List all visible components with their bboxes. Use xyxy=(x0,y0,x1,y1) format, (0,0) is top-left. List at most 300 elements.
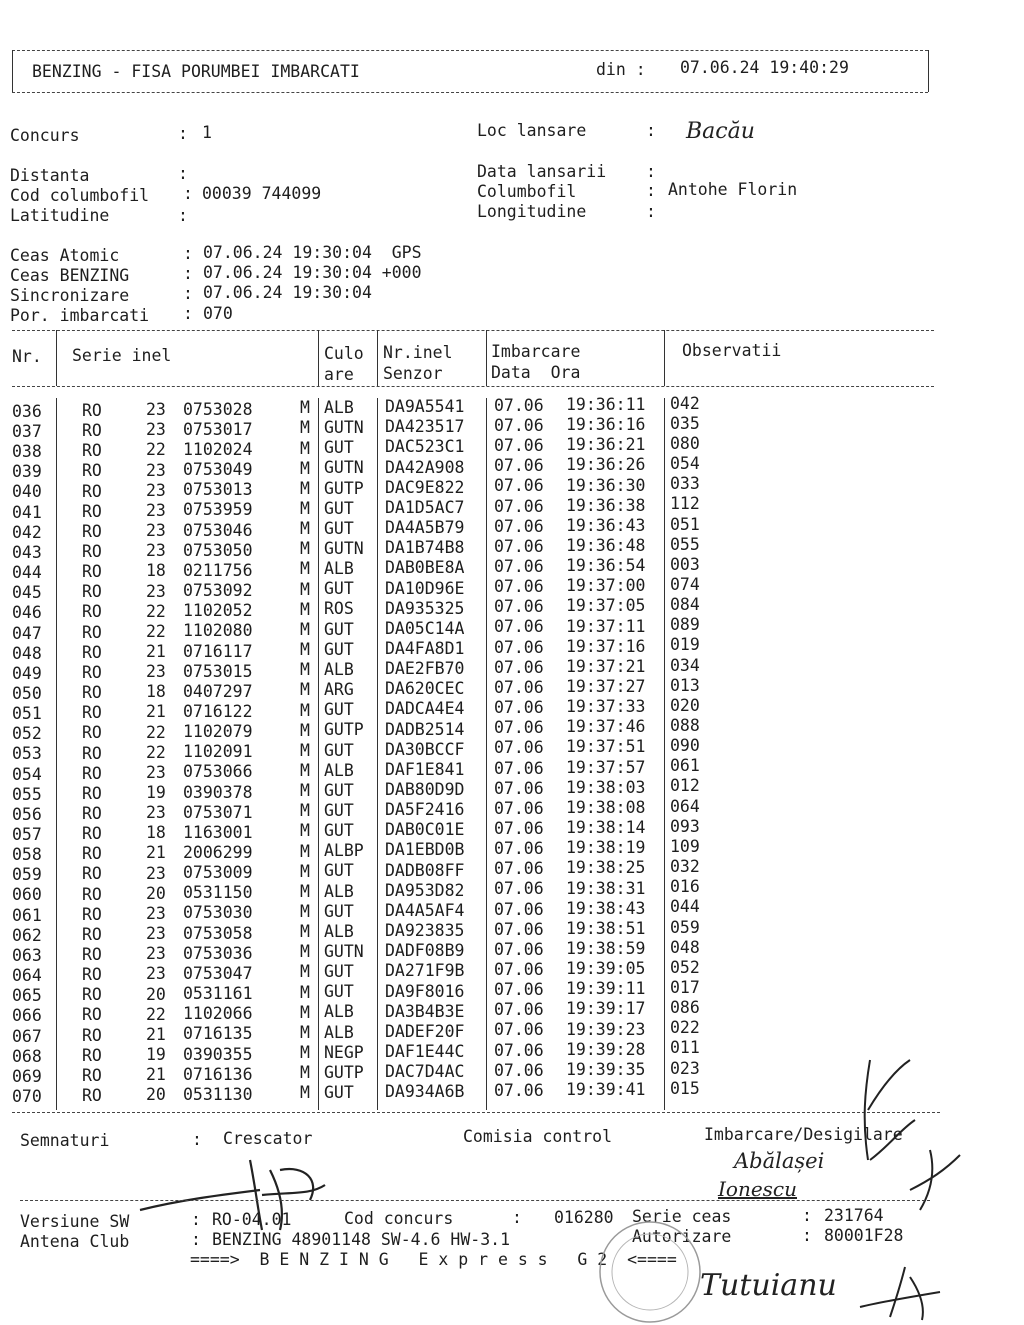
row-sensor: DA10D96E xyxy=(385,578,465,598)
row-time: 19:37:57 xyxy=(566,757,646,777)
row-sex: M xyxy=(300,640,310,660)
row-year: 23 xyxy=(146,662,166,682)
header-din-label: din : xyxy=(596,60,646,79)
row-date: 07.06 xyxy=(494,456,544,476)
row-sex: M xyxy=(300,881,310,901)
serie-ceas-value: 231764 xyxy=(824,1206,884,1225)
row-country: RO xyxy=(82,501,102,521)
row-observation: 109 xyxy=(670,836,700,856)
row-sensor: DAF1E841 xyxy=(385,759,465,779)
row-sensor: DA935325 xyxy=(385,598,465,618)
row-observation: 032 xyxy=(670,857,700,877)
row-time: 19:36:54 xyxy=(566,556,646,576)
table-row xyxy=(0,776,960,805)
row-nr: 036 xyxy=(12,401,42,421)
columbofil-value: Antohe Florin xyxy=(668,180,798,199)
row-ring: 0753047 xyxy=(183,963,253,983)
row-year: 23 xyxy=(146,903,166,923)
row-observation: 033 xyxy=(670,474,700,494)
row-date: 07.06 xyxy=(494,415,544,435)
row-sex: M xyxy=(300,700,310,720)
row-sensor: DA42A908 xyxy=(385,457,465,477)
row-year: 23 xyxy=(146,480,166,500)
row-country: RO xyxy=(82,521,102,541)
table-row xyxy=(0,494,960,523)
row-time: 19:39:28 xyxy=(566,1039,646,1059)
row-date: 07.06 xyxy=(494,516,544,536)
row-ring: 1102066 xyxy=(183,1004,253,1024)
row-country: RO xyxy=(82,904,102,924)
table-row xyxy=(0,816,960,845)
document-title: BENZING - FISA PORUMBEI IMBARCATI xyxy=(32,62,360,81)
table-row xyxy=(0,514,960,543)
row-date: 07.06 xyxy=(494,496,544,516)
row-observation: 064 xyxy=(670,796,700,816)
por-imbarcati-label: Por. imbarcati xyxy=(10,306,150,325)
row-color: GUT xyxy=(324,901,354,921)
row-color: GUT xyxy=(324,780,354,800)
row-country: RO xyxy=(82,1005,102,1025)
row-observation: 020 xyxy=(670,695,700,715)
row-sensor: DA1B74B8 xyxy=(385,538,465,558)
loc-lansare-colon: : xyxy=(646,121,656,140)
row-ring: 0753058 xyxy=(183,923,253,943)
row-sex: M xyxy=(300,418,310,438)
table-row xyxy=(0,716,960,744)
row-ring: 0531130 xyxy=(183,1084,253,1104)
row-nr: 039 xyxy=(12,462,42,482)
col-sep-culo xyxy=(318,330,319,386)
row-color: ALB xyxy=(324,1002,354,1022)
row-sensor: DA923835 xyxy=(385,921,465,941)
handwritten-name-1: Abălașei xyxy=(734,1149,825,1173)
row-year: 23 xyxy=(146,521,166,541)
row-time: 19:38:25 xyxy=(566,858,646,878)
row-ring: 0753013 xyxy=(183,480,253,500)
versiune-sw-label: Versiune SW xyxy=(20,1212,130,1231)
row-date: 07.06 xyxy=(494,1060,544,1080)
row-country: RO xyxy=(82,965,102,985)
row-date: 07.06 xyxy=(494,698,544,718)
row-ring: 0390355 xyxy=(183,1044,253,1064)
serie-ceas-colon: : xyxy=(802,1206,812,1225)
crescator-label: Crescator xyxy=(223,1129,313,1148)
row-date: 07.06 xyxy=(494,1040,544,1060)
row-color: NEGP xyxy=(324,1042,364,1062)
loc-lansare-label: Loc lansare xyxy=(477,121,587,140)
ceas-benzing-value: 07.06.24 19:30:04 +000 xyxy=(203,263,422,282)
table-row xyxy=(0,554,960,583)
row-date: 07.06 xyxy=(494,476,544,496)
row-time: 19:37:21 xyxy=(566,656,646,676)
imbarcare-desigilare-label: Imbarcare/Desigilare xyxy=(704,1125,903,1144)
row-observation: 016 xyxy=(670,877,700,897)
table-row xyxy=(0,695,960,724)
row-date: 07.06 xyxy=(494,758,544,778)
row-observation: 084 xyxy=(670,595,700,615)
row-nr: 065 xyxy=(12,986,42,1006)
row-nr: 047 xyxy=(12,623,42,643)
row-observation: 055 xyxy=(670,534,700,554)
bottom-signature: Tutuianu xyxy=(700,1268,837,1303)
row-sex: M xyxy=(300,781,310,801)
row-color: ALBP xyxy=(324,841,364,861)
table-row xyxy=(0,998,960,1027)
row-nr: 046 xyxy=(12,603,42,623)
row-sex: M xyxy=(300,579,310,599)
concurs-colon: : xyxy=(178,124,188,143)
row-nr: 059 xyxy=(12,865,42,885)
row-color: GUT xyxy=(324,619,354,639)
row-sensor: DA4A5B79 xyxy=(385,518,465,538)
row-sex: M xyxy=(300,841,310,861)
row-sex: M xyxy=(300,680,310,700)
row-time: 19:38:03 xyxy=(566,777,646,797)
row-sensor: DA5F2416 xyxy=(385,800,465,820)
row-year: 21 xyxy=(146,641,166,661)
row-sex: M xyxy=(300,438,310,458)
distanta-colon: : xyxy=(178,164,188,183)
row-color: GUTP xyxy=(324,1062,364,1082)
row-ring: 0753071 xyxy=(183,802,253,822)
row-ring: 0716135 xyxy=(183,1024,253,1044)
row-time: 19:36:26 xyxy=(566,455,646,475)
row-sex: M xyxy=(300,760,310,780)
row-sensor: DAB0C01E xyxy=(385,820,465,840)
concurs-label: Concurs xyxy=(10,126,80,145)
row-sensor: DA9F8016 xyxy=(385,981,465,1001)
row-observation: 023 xyxy=(670,1058,700,1078)
row-color: ALB xyxy=(324,760,354,780)
row-country: RO xyxy=(82,542,102,562)
row-time: 19:36:16 xyxy=(566,415,646,435)
row-observation: 019 xyxy=(670,635,700,655)
row-date: 07.06 xyxy=(494,1080,544,1100)
row-color: GUT xyxy=(324,800,354,820)
row-country: RO xyxy=(82,562,102,582)
row-color: GUT xyxy=(324,962,354,982)
table-row xyxy=(0,736,960,765)
row-sensor: DADEF20F xyxy=(385,1021,465,1041)
row-color: ALB xyxy=(324,397,354,417)
row-observation: 042 xyxy=(670,393,700,413)
col-sep-inel xyxy=(377,330,378,386)
row-time: 19:38:14 xyxy=(566,818,646,838)
table-row xyxy=(0,675,960,704)
handwritten-name-2: Ionescu xyxy=(718,1177,798,1201)
row-year: 18 xyxy=(146,682,166,702)
row-color: GUTN xyxy=(324,539,364,558)
row-year: 23 xyxy=(146,400,166,420)
antena-club-label: Antena Club xyxy=(20,1232,130,1251)
row-time: 19:37:33 xyxy=(566,697,646,717)
row-observation: 012 xyxy=(670,776,700,796)
row-observation: 112 xyxy=(670,494,700,514)
por-imbarcati-value: 070 xyxy=(203,304,233,323)
row-ring: 0753030 xyxy=(183,903,253,923)
col-header-nr-inel-1: Nr.inel xyxy=(383,343,453,362)
row-date: 07.06 xyxy=(494,839,544,859)
table-row xyxy=(0,937,960,966)
row-observation: 035 xyxy=(670,413,700,433)
distanta-label: Distanta xyxy=(10,166,90,185)
por-imbarcati-colon: : xyxy=(183,304,193,323)
row-observation: 003 xyxy=(670,554,700,574)
row-nr: 062 xyxy=(12,925,42,945)
row-time: 19:37:00 xyxy=(566,576,646,596)
row-date: 07.06 xyxy=(494,939,544,959)
row-sensor: DAB0BE8A xyxy=(385,558,465,578)
cod-concurs-colon: : xyxy=(512,1208,522,1227)
cod-columbofil-colon: : xyxy=(183,184,193,203)
row-time: 19:39:17 xyxy=(566,999,646,1019)
row-time: 19:38:19 xyxy=(566,838,646,858)
loc-lansare-handwritten: Bacău xyxy=(686,119,755,144)
row-ring: 1102080 xyxy=(183,621,253,641)
col-header-observatii: Observatii xyxy=(682,341,782,360)
row-sex: M xyxy=(300,1063,310,1083)
row-sex: M xyxy=(300,539,310,559)
columbofil-label: Columbofil xyxy=(477,182,577,201)
row-time: 19:39:23 xyxy=(566,1019,646,1039)
longitudine-label: Longitudine xyxy=(477,202,587,221)
row-observation: 048 xyxy=(670,937,700,957)
row-sensor: DAE2FB70 xyxy=(385,659,465,679)
row-year: 21 xyxy=(146,1024,166,1044)
row-country: RO xyxy=(82,945,102,965)
row-sensor: DADB08FF xyxy=(385,860,465,880)
row-country: RO xyxy=(82,864,102,884)
row-ring: 0753017 xyxy=(183,419,253,439)
header-top-border xyxy=(12,50,928,51)
row-color: GUT xyxy=(324,740,354,760)
table-row xyxy=(0,454,960,482)
row-color: GUT xyxy=(324,639,354,659)
table-row xyxy=(0,595,960,624)
table-row xyxy=(0,877,960,906)
row-year: 23 xyxy=(146,863,166,883)
row-color: ALB xyxy=(324,659,354,679)
autorizare-value: 80001F28 xyxy=(824,1226,904,1245)
cod-columbofil-value: 00039 744099 xyxy=(202,184,322,203)
row-sex: M xyxy=(300,1022,310,1042)
row-country: RO xyxy=(82,703,102,723)
row-sensor: DA4FA8D1 xyxy=(385,638,465,658)
row-sex: M xyxy=(300,1002,310,1022)
row-sex: M xyxy=(300,821,310,841)
table-row xyxy=(0,474,960,503)
row-sensor: DADF08B9 xyxy=(385,941,465,961)
row-time: 19:37:46 xyxy=(566,717,646,737)
header-left-border xyxy=(12,50,13,92)
row-ring: 0753959 xyxy=(183,500,253,520)
row-time: 19:39:11 xyxy=(566,979,646,999)
row-sensor: DA1D5AC7 xyxy=(385,497,465,517)
table-row xyxy=(0,857,960,885)
comisia-control-label: Comisia control xyxy=(463,1127,613,1146)
row-sex: M xyxy=(300,922,310,942)
row-country: RO xyxy=(82,421,102,441)
table-row xyxy=(0,756,960,785)
table-row xyxy=(0,635,960,664)
row-sensor: DA4A5AF4 xyxy=(385,900,465,920)
row-color: GUT xyxy=(324,438,354,458)
row-nr: 066 xyxy=(12,1006,42,1026)
row-sensor: DAB80D9D xyxy=(385,780,465,800)
row-year: 23 xyxy=(146,460,166,480)
row-year: 23 xyxy=(146,944,166,964)
row-sensor: DA3B4B3E xyxy=(385,1001,465,1021)
row-date: 07.06 xyxy=(494,960,544,980)
row-date: 07.06 xyxy=(494,436,544,456)
row-color: GUT xyxy=(324,861,354,881)
ceas-benzing-label: Ceas BENZING xyxy=(10,266,130,285)
row-color: GUT xyxy=(324,518,354,538)
table-row xyxy=(0,655,960,684)
table-row xyxy=(0,977,960,1006)
autorizare-label: Autorizare xyxy=(632,1227,732,1246)
row-nr: 069 xyxy=(12,1066,42,1086)
row-nr: 060 xyxy=(12,885,42,905)
col-header-imbarcare-1: Imbarcare xyxy=(491,342,581,361)
row-observation: 086 xyxy=(670,998,700,1018)
col-header-imbarcare-2: Data Ora xyxy=(491,363,581,382)
row-nr: 050 xyxy=(12,683,42,703)
row-date: 07.06 xyxy=(494,778,544,798)
autorizare-colon: : xyxy=(802,1226,812,1245)
row-ring: 0753009 xyxy=(183,863,253,883)
latitudine-label: Latitudine xyxy=(10,206,110,225)
row-observation: 061 xyxy=(670,756,700,776)
row-time: 19:37:51 xyxy=(566,737,646,757)
row-nr: 061 xyxy=(12,905,42,925)
row-color: GUT xyxy=(324,700,354,720)
row-ring: 0407297 xyxy=(183,681,253,701)
table-row xyxy=(0,574,960,603)
row-year: 23 xyxy=(146,924,166,944)
row-ring: 0753066 xyxy=(183,762,253,782)
row-time: 19:36:21 xyxy=(566,435,646,455)
bottom-signature-flourish xyxy=(850,1262,950,1322)
semnaturi-colon: : xyxy=(192,1130,202,1149)
longitudine-colon: : xyxy=(646,202,656,221)
row-country: RO xyxy=(82,985,102,1005)
row-ring: 0753015 xyxy=(183,661,253,681)
benzing-express-line: ====> B E N Z I N G E x p r e s s G 2 <==== xyxy=(190,1250,677,1269)
row-year: 18 xyxy=(146,823,166,843)
row-country: RO xyxy=(82,1045,102,1065)
row-time: 19:38:08 xyxy=(566,797,646,817)
row-year: 19 xyxy=(146,783,166,803)
table-row xyxy=(0,1038,960,1067)
row-year: 20 xyxy=(146,883,166,903)
row-ring: 0753050 xyxy=(183,540,253,560)
col-header-nr-inel-2: Senzor xyxy=(383,364,443,383)
row-country: RO xyxy=(82,743,102,763)
row-time: 19:37:05 xyxy=(566,596,646,616)
row-color: GUTN xyxy=(324,942,364,961)
row-ring: 0531150 xyxy=(183,883,253,903)
table-row xyxy=(0,615,960,644)
row-observation: 089 xyxy=(670,615,700,635)
row-observation: 059 xyxy=(670,917,700,937)
row-sex: M xyxy=(300,599,310,619)
row-ring: 1102052 xyxy=(183,601,253,621)
sincronizare-value: 07.06.24 19:30:04 xyxy=(203,283,372,302)
row-sex: M xyxy=(300,801,310,821)
row-time: 19:37:11 xyxy=(566,616,646,636)
row-country: RO xyxy=(82,683,102,703)
row-date: 07.06 xyxy=(494,677,544,697)
row-observation: 051 xyxy=(670,514,700,534)
row-nr: 045 xyxy=(12,583,42,603)
row-date: 07.06 xyxy=(494,818,544,838)
row-time: 19:36:30 xyxy=(566,475,646,495)
row-ring: 0753028 xyxy=(183,399,253,419)
row-color: ROS xyxy=(324,599,354,619)
row-country: RO xyxy=(82,662,102,682)
row-ring: 1102091 xyxy=(183,742,253,762)
row-ring: 0753036 xyxy=(183,943,253,963)
row-country: RO xyxy=(82,844,102,864)
row-year: 23 xyxy=(146,803,166,823)
table-header-bottom-border xyxy=(12,386,934,387)
row-country: RO xyxy=(82,441,102,461)
row-sensor: DA271F9B xyxy=(385,961,465,981)
semnaturi-label: Semnaturi xyxy=(20,1131,110,1150)
row-color: GUT xyxy=(324,579,354,599)
antena-club-value: BENZING 48901148 SW-4.6 HW-3.1 xyxy=(212,1230,511,1249)
row-sex: M xyxy=(300,478,310,498)
row-sex: M xyxy=(300,902,310,921)
row-observation: 090 xyxy=(670,736,700,756)
header-din-value: 07.06.24 19:40:29 xyxy=(680,58,849,77)
row-date: 07.06 xyxy=(494,617,544,637)
row-observation: 022 xyxy=(670,1018,700,1038)
row-date: 07.06 xyxy=(494,859,544,879)
row-color: GUT xyxy=(324,498,354,518)
row-country: RO xyxy=(82,622,102,642)
row-date: 07.06 xyxy=(494,536,544,556)
row-sensor: DAC7D4AC xyxy=(385,1062,465,1082)
row-country: RO xyxy=(82,481,102,501)
row-year: 22 xyxy=(146,1004,166,1024)
row-observation: 044 xyxy=(670,897,700,917)
row-country: RO xyxy=(82,1065,102,1085)
sincronizare-label: Sincronizare xyxy=(10,286,130,305)
row-country: RO xyxy=(82,582,102,602)
ceas-benzing-colon: : xyxy=(183,264,193,283)
footer-separator xyxy=(20,1200,930,1201)
row-country: RO xyxy=(82,1025,102,1045)
row-country: RO xyxy=(82,884,102,904)
row-observation: 093 xyxy=(670,816,700,836)
col-header-nr: Nr. xyxy=(12,347,42,366)
row-nr: 044 xyxy=(12,563,42,583)
row-nr: 055 xyxy=(12,784,42,804)
row-year: 23 xyxy=(146,581,166,601)
row-color: GUT xyxy=(324,1083,354,1103)
ceas-atomic-label: Ceas Atomic xyxy=(10,246,120,265)
row-nr: 067 xyxy=(12,1026,42,1046)
row-observation: 017 xyxy=(670,977,700,997)
row-ring: 1102024 xyxy=(183,440,253,460)
row-time: 19:36:38 xyxy=(566,495,646,515)
row-sensor: DA423517 xyxy=(385,417,465,437)
row-year: 22 xyxy=(146,722,166,742)
ceas-atomic-colon: : xyxy=(183,244,193,263)
antena-club-colon: : xyxy=(191,1230,201,1249)
